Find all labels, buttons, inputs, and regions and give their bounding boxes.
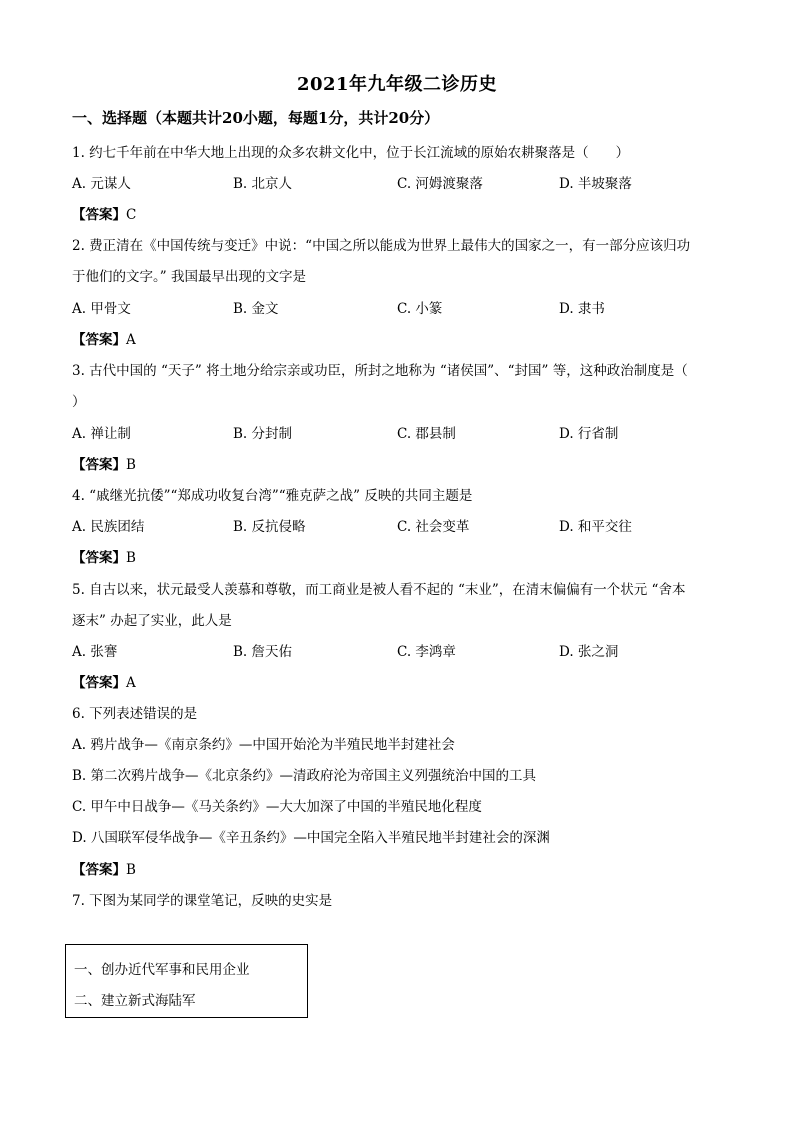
question-2-text-line2: 于他们的文字。” 我国最早出现的文字是 bbox=[72, 269, 306, 285]
question-6-text: 6. 下列表述错误的是 bbox=[72, 706, 198, 722]
question-2-answer bbox=[72, 328, 136, 348]
answer-label: 【答案】 bbox=[72, 332, 126, 348]
question-6-option-a: A. 鸦片战争—《南京条约》—中国开始沦为半殖民地半封建社会 bbox=[72, 737, 455, 753]
question-6-answer bbox=[72, 858, 136, 878]
question-5-answer bbox=[72, 671, 136, 691]
question-3-answer bbox=[72, 453, 136, 473]
note-line-2: 二、建立新式海陆军 bbox=[74, 993, 196, 1009]
question-4-text: 4. “戚继光抗倭”“郑成功收复台湾”“雅克萨之战” 反映的共同主题是 bbox=[72, 488, 473, 504]
question-2-options bbox=[72, 297, 732, 317]
option-b: B. 北京人 bbox=[233, 176, 293, 192]
answer-label: 【答案】 bbox=[72, 862, 126, 878]
answer-value: B bbox=[126, 550, 136, 566]
option-b: B. 分封制 bbox=[233, 426, 293, 442]
question-3-text-line1: 3. 古代中国的 “天子” 将土地分给宗亲或功臣，所封之地称为 “诸侯国”、“封国” 等，这种政治制度是（ bbox=[72, 363, 688, 379]
option-c: C. 郡县制 bbox=[397, 426, 456, 442]
answer-label: 【答案】 bbox=[72, 207, 126, 223]
option-b: B. 金文 bbox=[233, 301, 279, 317]
note-line-1: 一、创办近代军事和民用企业 bbox=[74, 962, 250, 978]
option-d: D. 隶书 bbox=[559, 301, 605, 317]
class-notes-box bbox=[65, 944, 308, 1018]
answer-value: C bbox=[126, 207, 137, 223]
section-heading: 一、选择题（本题共计20小题，每题1分，共计20分） bbox=[72, 109, 440, 127]
answer-label: 【答案】 bbox=[72, 550, 126, 566]
option-a: A. 张謇 bbox=[72, 644, 118, 660]
option-b: B. 反抗侵略 bbox=[233, 519, 306, 535]
question-6-option-c: C. 甲午中日战争—《马关条约》—大大加深了中国的半殖民地化程度 bbox=[72, 799, 482, 815]
answer-value: A bbox=[126, 332, 136, 348]
answer-value: B bbox=[126, 862, 136, 878]
answer-value: B bbox=[126, 457, 136, 473]
question-6-option-b: B. 第二次鸦片战争—《北京条约》—清政府沦为帝国主义列强统治中国的工具 bbox=[72, 768, 537, 784]
question-1-options bbox=[72, 172, 732, 192]
option-a: A. 甲骨文 bbox=[72, 301, 131, 317]
page-title: 2021年九年级二诊历史 bbox=[296, 74, 498, 95]
question-5-text-line1: 5. 自古以来，状元最受人羡慕和尊敬，而工商业是被人看不起的 “末业”，在清末偏偏有一个状元 “舍本 bbox=[72, 582, 686, 598]
question-5-text-line2: 逐末” 办起了实业，此人是 bbox=[72, 613, 232, 629]
answer-value: A bbox=[126, 675, 136, 691]
answer-label: 【答案】 bbox=[72, 457, 126, 473]
option-c: C. 社会变革 bbox=[397, 519, 470, 535]
option-b: B. 詹天佑 bbox=[233, 644, 293, 660]
answer-label: 【答案】 bbox=[72, 675, 126, 691]
question-3-options bbox=[72, 422, 732, 442]
question-4-options bbox=[72, 515, 732, 535]
question-7-text: 7. 下图为某同学的课堂笔记，反映的史实是 bbox=[72, 893, 333, 909]
question-6-option-d: D. 八国联军侵华战争—《辛丑条约》—中国完全陷入半殖民地半封建社会的深渊 bbox=[72, 830, 550, 846]
option-c: C. 小篆 bbox=[397, 301, 443, 317]
option-d: D. 行省制 bbox=[559, 426, 619, 442]
option-d: D. 半坡聚落 bbox=[559, 176, 632, 192]
question-2-text-line1: 2. 费正清在《中国传统与变迁》中说：“中国之所以能成为世界上最伟大的国家之一，有一部分应该归功 bbox=[72, 238, 691, 254]
question-3-text-line2: ） bbox=[72, 394, 86, 410]
option-a: A. 民族团结 bbox=[72, 519, 145, 535]
question-1-text: 1. 约七千年前在中华大地上出现的众多农耕文化中，位于长江流域的原始农耕聚落是（ ） bbox=[72, 145, 630, 161]
option-c: C. 河姆渡聚落 bbox=[397, 176, 483, 192]
question-5-options bbox=[72, 640, 732, 660]
option-a: A. 禅让制 bbox=[72, 426, 131, 442]
option-d: D. 张之洞 bbox=[559, 644, 619, 660]
option-d: D. 和平交往 bbox=[559, 519, 632, 535]
option-a: A. 元谋人 bbox=[72, 176, 131, 192]
question-4-answer bbox=[72, 546, 136, 566]
option-c: C. 李鸿章 bbox=[397, 644, 456, 660]
question-1-answer bbox=[72, 203, 136, 223]
